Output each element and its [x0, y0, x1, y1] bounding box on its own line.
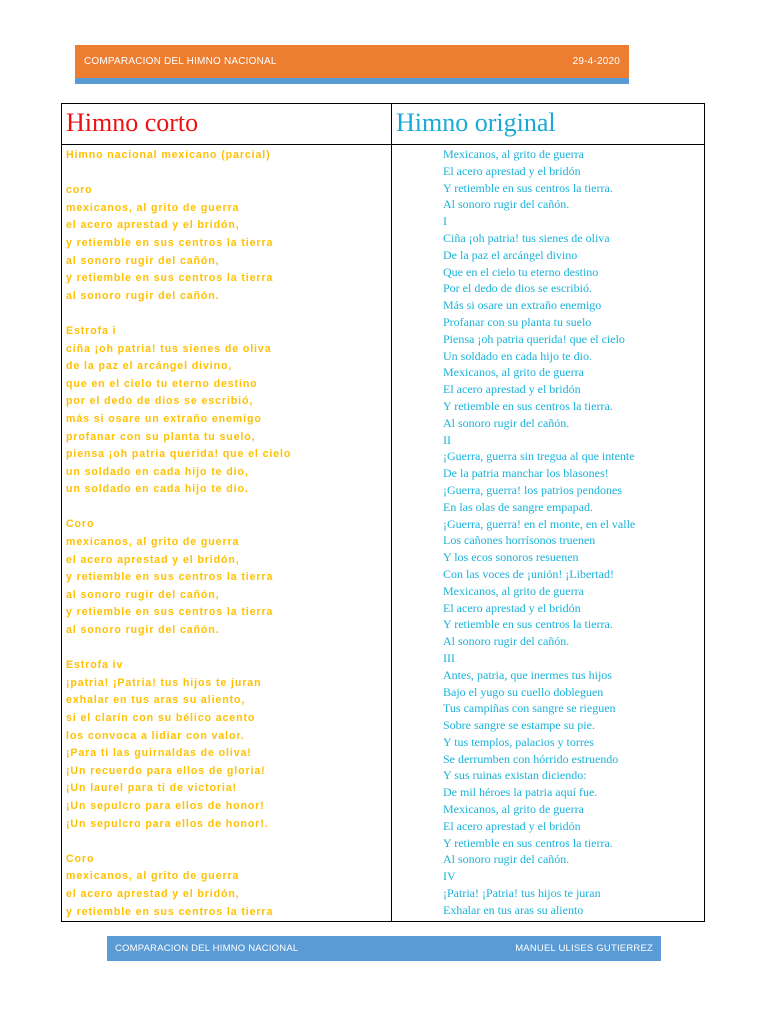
lyric-line: Y sus ruinas existan diciendo:	[443, 768, 587, 783]
lyric-line: ¡Un laurel para ti de victoria!	[66, 782, 237, 795]
lyric-line: exhalar en tus aras su aliento,	[66, 694, 246, 707]
short-anthem-heading: Himno corto	[66, 108, 199, 137]
lyric-line	[66, 165, 386, 183]
lyric-line: si el clarín con su bélico acento	[66, 712, 256, 724]
lyric-line: más si osare un extraño enemigo	[66, 412, 262, 425]
lyric-line: Exhalar en tus aras su aliento	[443, 902, 584, 917]
lyric-line: El acero aprestad y el bridón	[443, 600, 581, 615]
lyric-line: Tus campiñas con sangre se rieguen	[443, 701, 616, 716]
lyric-line: al sonoro rugir del cañón.	[66, 624, 220, 637]
header-date: 29-4-2020	[572, 56, 620, 67]
lyric-line: Estrofa i	[66, 324, 117, 337]
lyric-line: Al sonoro rugir del cañón.	[443, 852, 570, 867]
lyric-line: piensa ¡oh patria querida! que el cielo	[66, 448, 292, 461]
lyric-line	[66, 640, 386, 658]
lyric-line: ¡Patria! ¡Patria! tus hijos te juran	[443, 886, 601, 901]
lyric-line: un soldado en cada hijo te dio,	[66, 465, 249, 478]
lyric-line: ¡Para ti las guirnaldas de oliva!	[66, 747, 252, 760]
lyric-line: de la paz el arcángel divino,	[66, 360, 233, 373]
lyric-line: ¡Un recuerdo para ellos de gloria!	[66, 764, 266, 777]
lyric-line: Bajo el yugo su cuello dobleguen	[443, 684, 604, 699]
lyric-line: Profanar con su planta tu suelo	[443, 314, 592, 329]
lyric-line: ¡Guerra, guerra! en el monte, en el valle	[443, 516, 636, 531]
lyric-line: I	[443, 214, 447, 229]
lyric-line: y retiemble en sus centros la tierra	[66, 272, 274, 285]
lyric-line: el acero aprestad y el bridón,	[66, 553, 240, 566]
lyric-line: ¡patria! ¡Patria! tus hijos te juran	[66, 676, 262, 689]
lyric-line: y retiemble en sus centros la tierra	[66, 571, 274, 584]
lyric-line	[66, 833, 386, 851]
lyric-line: Un soldado en cada hijo te dio.	[443, 348, 592, 363]
footer-title: COMPARACION DEL HIMNO NACIONAL	[115, 943, 299, 954]
lyric-line	[66, 305, 386, 323]
lyric-line: De la paz el arcángel divino	[443, 247, 578, 262]
lyric-line: Y retiemble en sus centros la tierra.	[443, 835, 613, 850]
footer-bar	[107, 936, 661, 961]
lyric-line: IV	[443, 869, 456, 884]
lyric-line: Más si osare un extraño enemigo	[443, 298, 602, 313]
lyric-line: Al sonoro rugir del cañón.	[443, 197, 570, 212]
lyric-line: El acero aprestad y el bridón	[443, 163, 581, 178]
lyric-line: Ciña ¡oh patria! tus sienes de oliva	[443, 230, 610, 245]
lyric-line: Mexicanos, al grito de guerra	[443, 147, 584, 161]
lyric-line: por el dedo de dios se escribió,	[66, 395, 254, 408]
lyric-line: Al sonoro rugir del cañón.	[443, 634, 570, 649]
short-anthem-lyrics	[66, 147, 386, 921]
lyric-line: ¡Guerra, guerra! los patrios pendones	[443, 482, 622, 497]
original-anthem-heading: Himno original	[396, 108, 556, 137]
lyric-line: Por el dedo de dios se escribió.	[443, 281, 592, 296]
lyric-line: los convoca a lidiar con valor.	[66, 729, 245, 742]
lyric-line	[66, 499, 386, 517]
column-divider	[391, 104, 392, 921]
comparison-table	[61, 103, 705, 922]
lyric-line: Piensa ¡oh patria querida! que el cielo	[443, 331, 625, 346]
lyric-line: al sonoro rugir del cañón,	[66, 588, 220, 601]
lyric-line: De mil héroes la patria aquí fue.	[443, 785, 598, 800]
lyric-line: Estrofa iv	[66, 659, 124, 672]
lyric-line: profanar con su planta tu suelo,	[66, 430, 256, 443]
lyric-line: Con las voces de ¡unión! ¡Libertad!	[443, 566, 614, 581]
header-bar	[75, 45, 629, 78]
lyric-line: Himno nacional mexicano (parcial)	[66, 149, 271, 161]
lyric-line: Y retiemble en sus centros la tierra.	[443, 617, 613, 632]
lyric-line: ciña ¡oh patria! tus sienes de oliva	[66, 342, 272, 355]
lyric-line: Mexicanos, al grito de guerra	[443, 583, 584, 598]
lyric-line: Los cañones horrísonos truenen	[443, 533, 596, 548]
lyric-line: El acero aprestad y el bridón	[443, 818, 581, 833]
header-title: COMPARACION DEL HIMNO NACIONAL	[84, 56, 277, 67]
original-anthem-lyrics	[443, 146, 705, 919]
lyric-line: Antes, patria, que inermes tus hijos	[443, 667, 612, 682]
lyric-line: al sonoro rugir del cañón,	[66, 254, 220, 267]
lyric-line: Y los ecos sonoros resuenen	[443, 550, 579, 565]
header-accent-stripe	[75, 78, 629, 84]
lyric-line: Mexicanos, al grito de guerra	[443, 802, 584, 817]
lyric-line: Mexicanos, al grito de guerra	[443, 365, 584, 380]
lyric-line: Y retiemble en sus centros la tierra.	[443, 398, 613, 413]
lyric-line: el acero aprestad y el bridón,	[66, 887, 240, 900]
lyric-line: ¡Guerra, guerra sin tregua al que intente	[443, 449, 635, 464]
lyric-line: mexicanos, al grito de guerra	[66, 201, 240, 214]
footer-author: MANUEL ULISES GUTIERREZ	[515, 943, 653, 954]
lyric-line: al sonoro rugir del cañón.	[66, 289, 220, 302]
header-row-divider	[62, 144, 704, 145]
lyric-line: Coro	[66, 852, 95, 865]
lyric-line: Coro	[66, 518, 95, 531]
lyric-line: ¡Un sepulcro para ellos de honor!	[66, 799, 265, 812]
lyric-line: II	[443, 432, 451, 447]
lyric-line: que en el cielo tu eterno destino	[66, 377, 258, 390]
lyric-line: Se derrumben con hórrido estruendo	[443, 751, 619, 766]
lyric-line: mexicanos, al grito de guerra	[66, 536, 240, 549]
lyric-line: En las olas de sangre empapad.	[443, 499, 593, 514]
lyric-line: Y retiemble en sus centros la tierra.	[443, 180, 613, 195]
lyric-line: ¡Un sepulcro para ellos de honor!.	[66, 817, 269, 830]
lyric-line: y retiemble en sus centros la tierra	[66, 905, 274, 918]
lyric-line: Sobre sangre se estampe su pie.	[443, 718, 595, 733]
lyric-line: coro	[66, 184, 93, 197]
lyric-line: Que en el cielo tu eterno destino	[443, 264, 599, 279]
lyric-line: y retiemble en sus centros la tierra	[66, 236, 274, 249]
lyric-line: III	[443, 650, 455, 665]
lyric-line: Al sonoro rugir del cañón.	[443, 415, 570, 430]
lyric-line: mexicanos, al grito de guerra	[66, 870, 240, 883]
lyric-line: y retiemble en sus centros la tierra	[66, 606, 274, 619]
lyric-line: El acero aprestad y el bridón	[443, 382, 581, 397]
lyric-line: Y tus templos, palacios y torres	[443, 734, 594, 749]
lyric-line: el acero aprestad y el bridón,	[66, 219, 240, 232]
lyric-line: De la patria manchar los blasones!	[443, 466, 609, 481]
lyric-line: un soldado en cada hijo te dio.	[66, 483, 249, 496]
